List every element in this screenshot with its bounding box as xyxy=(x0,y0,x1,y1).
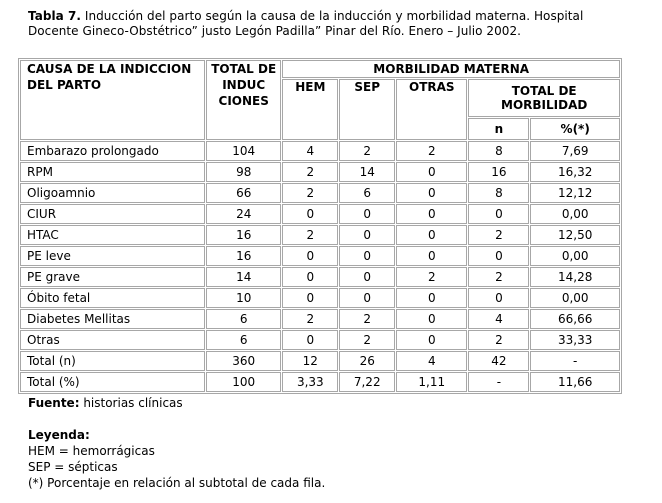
cell-total: 6 xyxy=(206,309,281,329)
cell-n: - xyxy=(468,372,529,392)
caption-text: Inducción del parto según la causa de la inducción y morbilidad materna. Hospital Docente Gineco-Obstétrico” justo Legón Padilla” Pinar del Río. Enero – Julio 2002. xyxy=(28,9,584,38)
cell-total: 98 xyxy=(206,162,281,182)
legend-label: Leyenda: xyxy=(28,428,90,442)
table-row xyxy=(20,183,620,203)
cell-hem: 4 xyxy=(282,141,338,161)
cell-cause: Otras xyxy=(20,330,205,350)
cell-cause: PE leve xyxy=(20,246,205,266)
cell-sep: 2 xyxy=(339,330,395,350)
cell-hem: 2 xyxy=(282,309,338,329)
header-total-inductions: TOTAL DE INDUC CIONES xyxy=(206,60,281,140)
cell-n: 4 xyxy=(468,309,529,329)
cell-pct: 12,50 xyxy=(530,225,620,245)
header-hem: HEM xyxy=(282,79,338,140)
legend-line-sep: SEP = sépticas xyxy=(28,460,118,474)
cell-hem: 0 xyxy=(282,288,338,308)
cell-cause: Total (n) xyxy=(20,351,205,371)
table-caption xyxy=(28,9,628,39)
morbidity-table xyxy=(18,58,622,394)
cell-n: 0 xyxy=(468,204,529,224)
cell-cause: Oligoamnio xyxy=(20,183,205,203)
legend-line-pct: (*) Porcentaje en relación al subtotal de cada fila. xyxy=(28,476,326,490)
header-sep: SEP xyxy=(339,79,395,140)
header-cause: CAUSA DE LA INDICCION DEL PARTO xyxy=(20,60,205,140)
cell-n: 2 xyxy=(468,225,529,245)
table-row xyxy=(20,372,620,392)
cell-hem: 2 xyxy=(282,225,338,245)
header-n: n xyxy=(468,118,529,140)
cell-total: 10 xyxy=(206,288,281,308)
cell-hem: 12 xyxy=(282,351,338,371)
header-row-1 xyxy=(20,60,620,78)
cell-cause: Total (%) xyxy=(20,372,205,392)
cell-hem: 0 xyxy=(282,204,338,224)
table-row xyxy=(20,225,620,245)
legend-line-hem: HEM = hemorrágicas xyxy=(28,444,155,458)
cell-sep: 0 xyxy=(339,204,395,224)
cell-cause: Óbito fetal xyxy=(20,288,205,308)
cell-cause: Embarazo prolongado xyxy=(20,141,205,161)
header-otras: OTRAS xyxy=(396,79,467,140)
cell-total: 66 xyxy=(206,183,281,203)
cell-otras: 0 xyxy=(396,225,467,245)
cell-sep: 0 xyxy=(339,246,395,266)
cell-hem: 0 xyxy=(282,330,338,350)
cell-pct: 12,12 xyxy=(530,183,620,203)
table-row xyxy=(20,246,620,266)
cell-n: 16 xyxy=(468,162,529,182)
cell-sep: 2 xyxy=(339,309,395,329)
cell-otras: 4 xyxy=(396,351,467,371)
table-row xyxy=(20,267,620,287)
cell-n: 0 xyxy=(468,246,529,266)
cell-cause: HTAC xyxy=(20,225,205,245)
table-row xyxy=(20,204,620,224)
cell-total: 24 xyxy=(206,204,281,224)
table-row xyxy=(20,330,620,350)
table-row xyxy=(20,162,620,182)
cell-otras: 0 xyxy=(396,288,467,308)
cell-n: 8 xyxy=(468,141,529,161)
cell-sep: 2 xyxy=(339,141,395,161)
cell-sep: 7,22 xyxy=(339,372,395,392)
cell-total: 104 xyxy=(206,141,281,161)
cell-hem: 0 xyxy=(282,267,338,287)
table-row xyxy=(20,351,620,371)
cell-otras: 0 xyxy=(396,183,467,203)
cell-otras: 0 xyxy=(396,330,467,350)
cell-pct: 14,28 xyxy=(530,267,620,287)
cell-otras: 2 xyxy=(396,141,467,161)
cell-sep: 0 xyxy=(339,288,395,308)
source-label: Fuente: xyxy=(28,396,80,410)
cell-otras: 2 xyxy=(396,267,467,287)
header-total-morbidity: TOTAL DE MORBILIDAD xyxy=(468,79,620,117)
cell-otras: 0 xyxy=(396,162,467,182)
cell-pct: 7,69 xyxy=(530,141,620,161)
cell-otras: 0 xyxy=(396,204,467,224)
header-pct: %(*) xyxy=(530,118,620,140)
cell-hem: 2 xyxy=(282,183,338,203)
cell-otras: 0 xyxy=(396,309,467,329)
cell-otras: 0 xyxy=(396,246,467,266)
table-row xyxy=(20,309,620,329)
cell-pct: - xyxy=(530,351,620,371)
cell-total: 14 xyxy=(206,267,281,287)
cell-sep: 6 xyxy=(339,183,395,203)
cell-total: 360 xyxy=(206,351,281,371)
cell-sep: 26 xyxy=(339,351,395,371)
cell-pct: 0,00 xyxy=(530,288,620,308)
notes xyxy=(28,395,325,491)
source-text: historias clínicas xyxy=(79,396,183,410)
table-row xyxy=(20,141,620,161)
cell-sep: 0 xyxy=(339,225,395,245)
cell-otras: 1,11 xyxy=(396,372,467,392)
cell-n: 2 xyxy=(468,267,529,287)
cell-total: 16 xyxy=(206,225,281,245)
cell-pct: 0,00 xyxy=(530,246,620,266)
header-morbidity: MORBILIDAD MATERNA xyxy=(282,60,620,78)
cell-cause: CIUR xyxy=(20,204,205,224)
source-line xyxy=(28,395,325,411)
cell-n: 8 xyxy=(468,183,529,203)
cell-cause: Diabetes Mellitas xyxy=(20,309,205,329)
caption-label: Tabla 7. xyxy=(28,9,82,23)
cell-sep: 0 xyxy=(339,267,395,287)
cell-n: 42 xyxy=(468,351,529,371)
cell-total: 100 xyxy=(206,372,281,392)
cell-cause: PE grave xyxy=(20,267,205,287)
cell-pct: 16,32 xyxy=(530,162,620,182)
cell-hem: 0 xyxy=(282,246,338,266)
cell-hem: 2 xyxy=(282,162,338,182)
cell-n: 2 xyxy=(468,330,529,350)
cell-total: 16 xyxy=(206,246,281,266)
cell-total: 6 xyxy=(206,330,281,350)
cell-pct: 11,66 xyxy=(530,372,620,392)
cell-hem: 3,33 xyxy=(282,372,338,392)
cell-n: 0 xyxy=(468,288,529,308)
cell-cause: RPM xyxy=(20,162,205,182)
table-row xyxy=(20,288,620,308)
cell-sep: 14 xyxy=(339,162,395,182)
cell-pct: 33,33 xyxy=(530,330,620,350)
cell-pct: 66,66 xyxy=(530,309,620,329)
cell-pct: 0,00 xyxy=(530,204,620,224)
